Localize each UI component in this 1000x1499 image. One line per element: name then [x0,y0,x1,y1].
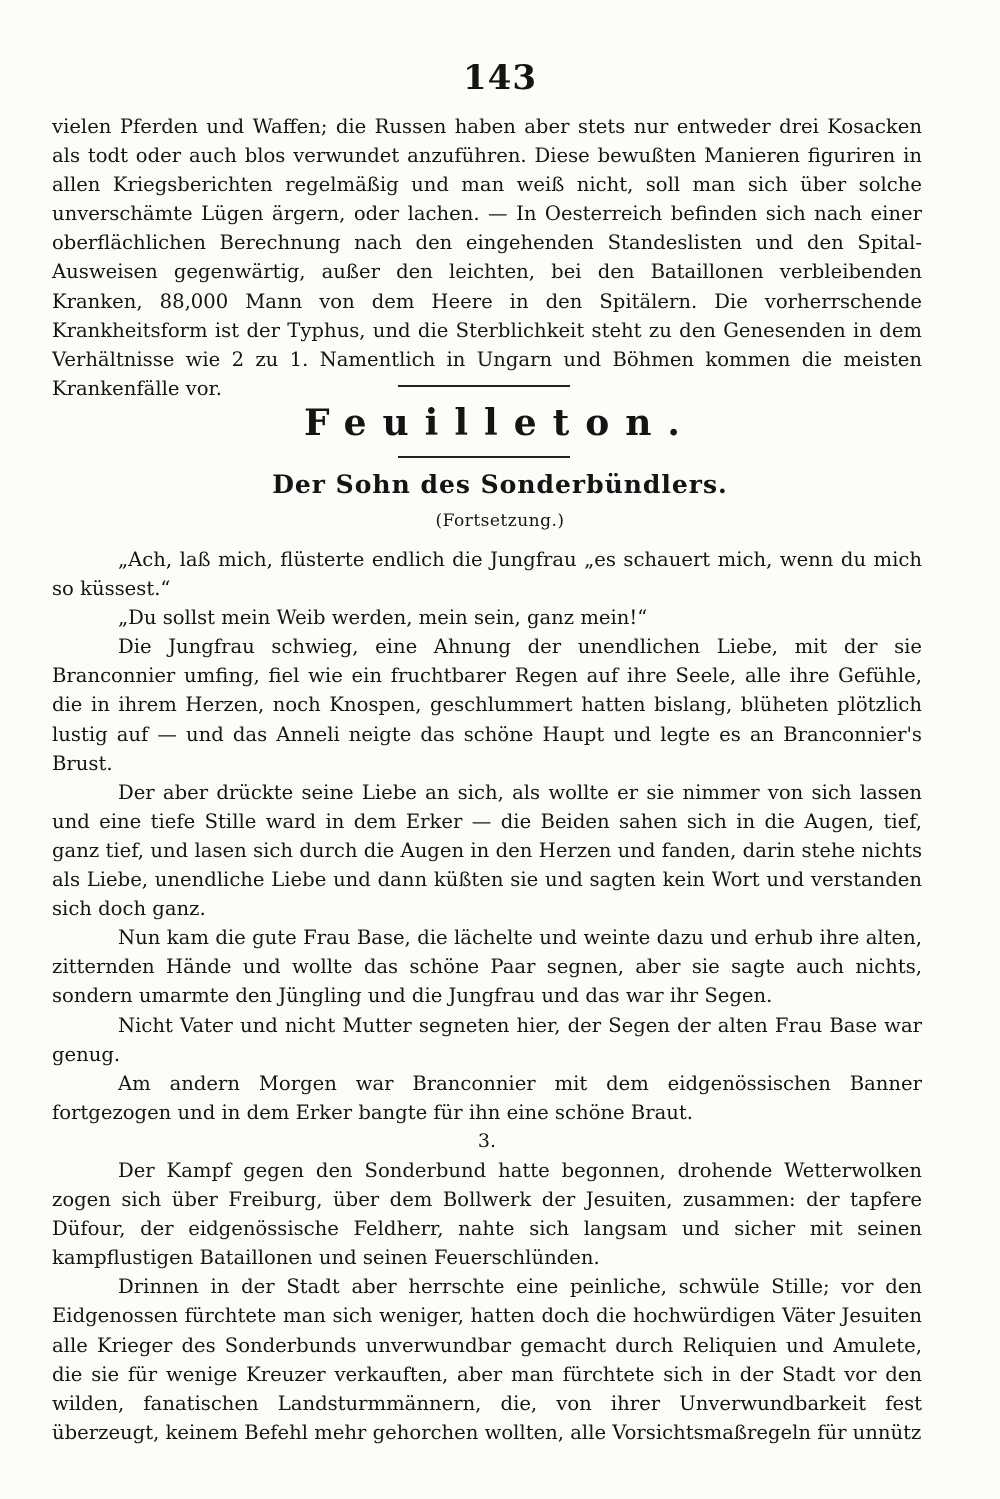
feuilleton-heading: Feuilleton. [304,402,696,444]
story-paragraph: Nicht Vater und nicht Mutter segneten hier, der Segen der alten Frau Base war genug. [52,1013,922,1066]
separator-rule-top [398,385,570,387]
section-paragraph: Der Kampf gegen den Sonderbund hatte begonnen, drohende Wetterwolken zogen sich über Freiburg, über dem Bollwerk der Jesuiten, zusammen: der tapfere Düfour, der eidgenössische Feldherr, nahte sich langsam und sicher mit seinen kampflustigen Bataillonen und seinen Feuerschlünden. [52,1158,922,1270]
news-paragraph: vielen Pferden und Waffen; die Russen haben aber stets nur entweder drei Kosacken als todt oder auch blos verwundet anzuführen. Diese bewußten Manieren figuriren in allen Kriegsberichten regelmäßig und man weiß nicht, soll man sich über solche unverschämte Lügen ärgern, oder lachen. — In Oesterreich befinden sich nach einer oberflächlichen Berechnung nach den eingehenden Standeslisten und den Spital-Ausweisen gegenwärtig, außer den leichten, bei den Bataillonen verbleibenden Kranken, 88,000 Mann von dem Heere in den Spitälern. Die vorherrschende Krankheitsform ist der Typhus, und die Sterblichkeit steht zu den Genesenden in dem Verhältnisse wie 2 zu 1. Namentlich in Ungarn und Böhmen kommen die meisten Krankenfälle vor. [52,115,922,400]
continuation-note: (Fortsetzung.) [435,511,565,531]
story-paragraph: Die Jungfrau schwieg, eine Ahnung der unendlichen Liebe, mit der sie Branconnier umfing, fiel wie ein fruchtbarer Regen auf ihre Seele, alle ihre Gefühle, die in ihrem Herzen, noch Knospen, geschlummert hatten bislang, blüheten plötzlich lustig auf — und das Anneli neigte das schöne Haupt und legte es an Branconnier's Brust. [52,635,922,775]
section-number: 3. [477,1129,497,1152]
story-column [52,545,922,1447]
separator-rule-bottom [398,456,570,458]
story-title: Der Sohn des Sonderbündlers. [272,470,728,499]
story-paragraph: Nun kam die gute Frau Base, die lächelte und weinte dazu und erhub ihre alten, zitternden Hände und wollte das schöne Paar segnen, aber sie sagte auch nichts, sondern umarmte den Jüngling und die Jungfrau und das war ihr Segen. [52,926,922,1008]
story-paragraph: „Ach, laß mich, flüsterte endlich die Jungfrau „es schauert mich, wenn du mich so küssest.“ [52,548,922,601]
story-paragraph: Am andern Morgen war Branconnier mit dem eidgenössischen Banner fortgezogen und in dem Erker bangte für ihn eine schöne Braut. [52,1071,922,1124]
news-column [52,112,922,403]
story-paragraph: „Du sollst mein Weib werden, mein sein, ganz mein!“ [118,606,648,630]
story-paragraph: Der aber drückte seine Liebe an sich, als wollte er sie nimmer von sich lassen und eine tiefe Stille ward in dem Erker — die Beiden sahen sich in die Augen, tief, ganz tief, und lasen sich durch die Augen in den Herzen und fanden, darin stehe nichts als Liebe, unendliche Liebe und dann küßten sie und sagten kein Wort und verstanden sich doch ganz. [52,780,922,921]
section-paragraph: Drinnen in der Stadt aber herrschte eine peinliche, schwüle Stille; vor den Eidgenossen fürchtete man sich weniger, hatten doch die hochwürdigen Väter Jesuiten alle Krieger des Sonderbunds unverwundbar gemacht durch Reliquien und Amulete, die sie für wenige Kreuzer verkauften, aber man fürchtete sich in der Stadt vor den wilden, fanatischen Landsturmmännern, die, von ihrer Unverwundbarkeit fest überzeugt, keinem Befehl mehr gehorchen wollten, alle Vorsichtsmaßregeln für unnütz [52,1275,922,1444]
page-number: 143 [463,58,537,98]
